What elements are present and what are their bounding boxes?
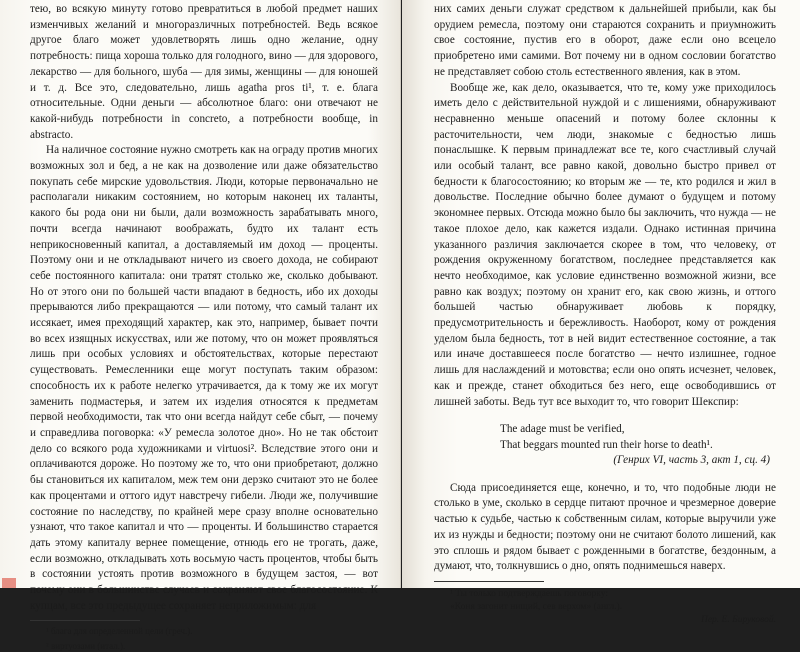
left-paragraph-1: тею, во всякую минуту готово превратиться в любой предмет наших изменчивых желаний и многоразличных потребностей. Ведь всякое другое благо может удовлетворять лишь одно желание, одну потребность: пища хороша только для голодного, вино — для здорового, лекарство — для больного, шуба — для зимы, женщины — для юношей и т. д. Все это, следовательно, лишь agatha pros ti¹, т. е. блага относительные. Одни деньги — абсолютное благо: они отвечают не какой-нибудь потребности in concreto, а потребности вообще, in abstracto. [30, 3, 378, 141]
shakespeare-quote [500, 422, 776, 469]
right-footnote-line-1: ¹ Ты только подтверждаешь поговорку: [450, 589, 608, 599]
right-paragraph-3: Сюда присоединяется еще, конечно, и то, что подобные люди не столько в уме, сколько в сердце питают прочное и чрезмерное доверие частью к судьбе, частью к собственным силам, которые выручили уже их из нужды и бедности; поэтому они не считают болото лишений, как это сплошь и рядом бывает с рожденными в богатстве, бездонным, а думают, что, толкнувшись о дно, опять поднимешься наверх. [434, 481, 776, 573]
footnote-1: ¹ блага для определенной цели (греч.). [46, 626, 193, 637]
right-body-text-after [434, 481, 776, 575]
left-body-text [30, 2, 378, 614]
page-edge-mark [2, 578, 16, 588]
footnote-divider [30, 620, 140, 621]
right-footnote-line-2: «Коня загонит нищий, сев верхом» (англ.). [450, 602, 623, 612]
quote-line-1: The adage must be verified, [500, 423, 625, 436]
right-body-text [434, 2, 776, 410]
right-page [402, 0, 800, 625]
footnote-divider-right [434, 581, 544, 582]
right-paragraph-2: Вообще же, как дело, оказывается, что те, кому уже приходилось иметь дело с действительной нуждой и с лишениями, обнаруживают несравненно меньше опасений и потому более склонны к расточительности, чем люди, знакомые с бедностью лишь понаслышке. К первым принадлежат все те, кого счастливый случай или особый талант, все равно какой, довольно быстро привел от бедности к благосостоянию; ко вторым же — те, кто родился и жил в довольстве. Последние обычно более думают о будущем и потому экономнее первых. Отсюда можно было бы заключить, что нужда — не такое плохое дело, как кажется издали. Однако истинная причина указанного различия заключается скорее в том, что человеку, от рождения окруженному богатством, последнее представляется как нечто необходимое, как условие единственно возможной жизни, все равно как воздух; поэтому он хранит его, как свою жизнь, и оттого большей частью обнаруживает любовь к порядку, предусмотрительность и бережливость. Наоборот, кому от рождения уделом была бедность, тот в ней видит естественное состояние, а так или иначе доставшееся после богатство — нечто излишнее, годное лишь для наслаждений и мотовства; если оно опять исчезнет, человек, как и прежде, станет обходиться без него, еще освободившись от лишней заботы. Ведь тут все выходит то, что говорит Шекспир: [434, 81, 776, 408]
footnote-2: ² виртуозами (итал.). [46, 640, 126, 651]
quote-source: (Генрих VI, часть 3, акт 1, сц. 4) [613, 454, 770, 467]
right-footnote [434, 588, 776, 627]
translator-signature: Пер. Е. Бируковой. [700, 615, 776, 625]
left-paragraph-2: На наличное состояние нужно смотреть как на ограду против многих возможных зол и бед, а не как на дозволение или даже обязательство покупать себе мирские удовольствия. Люди, которые первоначально не располагали никаким состоянием, но которым наконец их таланты, какого бы рода они ни были, дали возможность зарабатывать много, почти всегда начинают воображать, будто их талант есть неприкосновенный капитал, а доставляемый им доход — проценты. Поэтому они и не откладывают ничего из своего дохода, не собирают себе постоянного капитала: они тратят столько же, сколько добывают. Но от этого они по большей части впадают в бедность, ибо их доходы прерываются либо прекращаются — или потому, что самый талант их иссякает, имея преходящий характер, как это, например, бывает почти во всех изящных искусствах, или же потому, что он может проявляться лишь при особых условиях и обстоятельствах, которые перестают существовать. Ремесленники еще могут поступать таким образом: способность их к работе нелегко утрачивается, да к тому же их могут заменить подмастерья, и затем их изделия относятся к предметам первой необходимости, так что они всегда найдут себе сбыт, — почему и справедлива поговорка: «У ремесла золотое дно». Но не так обстоит дело со всякого рода художниками и virtuosi². Вследствие этого они и оплачиваются дороже. Но поэтому же то, что они приобретают, должно бы становиться их капиталом, меж тем они дерзко считают это не более как процентами и оттого идут навстречу гибели. Люди же, получившие состояние по наследству, по крайней мере сразу вполне основательно узнают, что такое капитал и что — проценты. И большинство старается дать этому капиталу вернее помещение, отнюдь его не трогать, даже, если возможно, откладывать хоть восьмую часть процентов, чтобы быть в состоянии устоять против возможного в будущем застоя, — вот почему они в большинстве случаев и сохраняют свое благосостояние. К купцам, все это предыдущее сохраняет неприложимым: для [30, 144, 378, 612]
right-paragraph-1: них самих деньги служат средством к дальнейшей прибыли, как бы орудием ремесла, поэтому они стараются сохранить и приумножить свое состояние, пустив его в оборот, даже если оно всецело приобретено ими самими. Вот почему ни в одном сословии богатство не представляет собою столь естественного явления, как в этом. [434, 3, 776, 78]
quote-line-2: That beggars mounted run their horse to death¹. [500, 438, 713, 451]
left-footnotes [30, 625, 378, 652]
